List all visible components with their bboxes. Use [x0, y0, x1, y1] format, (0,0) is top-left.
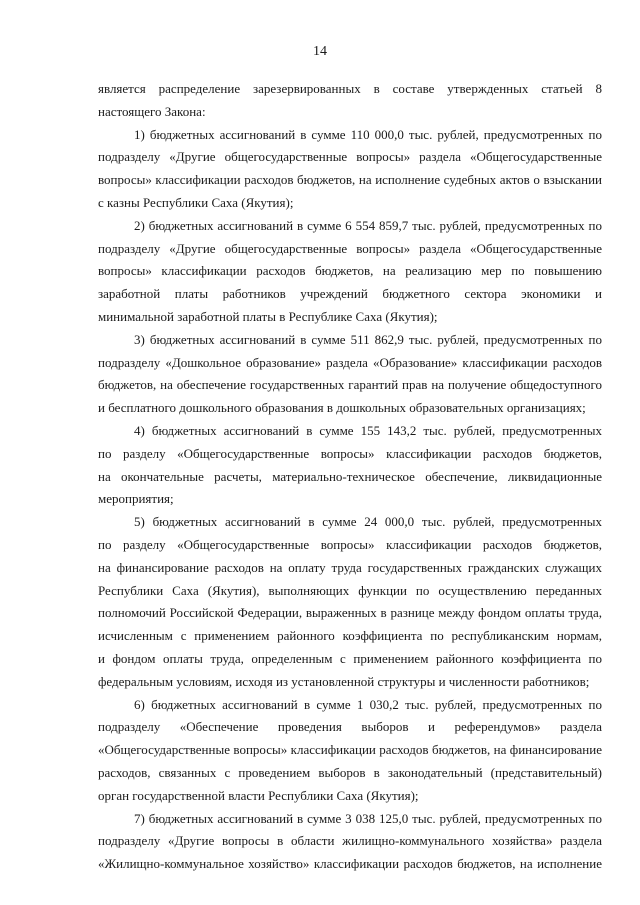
text-line: орган государственной власти Республики Саха (Якутия); [98, 787, 419, 803]
text-line: подразделу «Обеспечение проведения выборов и референдумов» раздела [98, 719, 602, 735]
text-line: подразделу «Дошкольное образование» раздела «Образование» классификации расходов [98, 354, 602, 370]
text-line: полномочий Российской Федерации, выраженных в разнице между фондом оплаты труда, [98, 605, 602, 621]
text-line: 6) бюджетных ассигнований в сумме 1 030,2 тыс. рублей, предусмотренных по [134, 696, 602, 712]
text-line: подразделу «Другие общегосударственные вопросы» раздела «Общегосударственные [98, 149, 602, 165]
text-line: подразделу «Другие вопросы в области жилищно-коммунального хозяйства» раздела [98, 833, 602, 849]
text-line: 2) бюджетных ассигнований в сумме 6 554 859,7 тыс. рублей, предусмотренных по [134, 217, 602, 233]
text-line: на окончательные расчеты, материально-техническое обеспечение, ликвидационные [98, 468, 602, 484]
text-line: заработной платы работников учреждений бюджетного сектора экономики и [98, 286, 602, 302]
text-line: федеральным условиям, исходя из установленной структуры и численности работников; [98, 673, 590, 689]
text-line: на финансирование расходов на оплату труда государственных гражданских служащих [98, 559, 602, 575]
text-line: вопросы» классификации расходов бюджетов, на реализацию мер по повышению [98, 263, 602, 279]
text-line: подразделу «Другие общегосударственные вопросы» раздела «Общегосударственные [98, 240, 602, 256]
text-line: 5) бюджетных ассигнований в сумме 24 000,0 тыс. рублей, предусмотренных [134, 514, 602, 530]
text-line: 1) бюджетных ассигнований в сумме 110 000,0 тыс. рублей, предусмотренных по [134, 126, 602, 142]
text-line: является распределение зарезервированных в составе утвержденных статьей 8 [98, 81, 602, 96]
text-line: и бесплатного дошкольного образования в дошкольных образовательных организациях; [98, 400, 586, 416]
text-line: по разделу «Общегосударственные вопросы» классификации расходов бюджетов, [98, 445, 602, 461]
text-line: бюджетов, на обеспечение государственных гарантий прав на получение общедоступного [98, 377, 602, 393]
document-body [98, 78, 602, 876]
text-line: Республики Саха (Якутия), выполняющих функции по осуществлению переданных [98, 582, 602, 598]
text-line: 7) бюджетных ассигнований в сумме 3 038 125,0 тыс. рублей, предусмотренных по [134, 810, 602, 826]
text-line: мероприятия; [98, 491, 174, 507]
text-line: исчисленным с применением районного коэффициента по республиканским нормам, [98, 628, 602, 644]
text-line: расходов, связанных с проведением выборов в законодательный (представительный) [98, 764, 602, 780]
text-line: 4) бюджетных ассигнований в сумме 155 143,2 тыс. рублей, предусмотренных [134, 422, 602, 438]
text-line: по разделу «Общегосударственные вопросы» классификации расходов бюджетов, [98, 536, 602, 552]
text-line: минимальной заработной платы в Республике Саха (Якутия); [98, 308, 438, 324]
text-line: настоящего Закона: [98, 103, 206, 119]
text-line: с казны Республики Саха (Якутия); [98, 194, 294, 210]
text-line: 3) бюджетных ассигнований в сумме 511 862,9 тыс. рублей, предусмотренных по [134, 331, 602, 347]
page-number: 14 [313, 44, 327, 59]
text-line: и фондом оплаты труда, определенным с применением районного коэффициента по [98, 650, 602, 666]
text-line: «Общегосударственные вопросы» классификации расходов бюджетов, на финансирование [98, 742, 602, 758]
text-line: «Жилищно-коммунальное хозяйство» классификации расходов бюджетов, на исполнение [98, 856, 602, 872]
text-line: вопросы» классификации расходов бюджетов, на исполнение судебных актов о взыскании [98, 172, 602, 188]
